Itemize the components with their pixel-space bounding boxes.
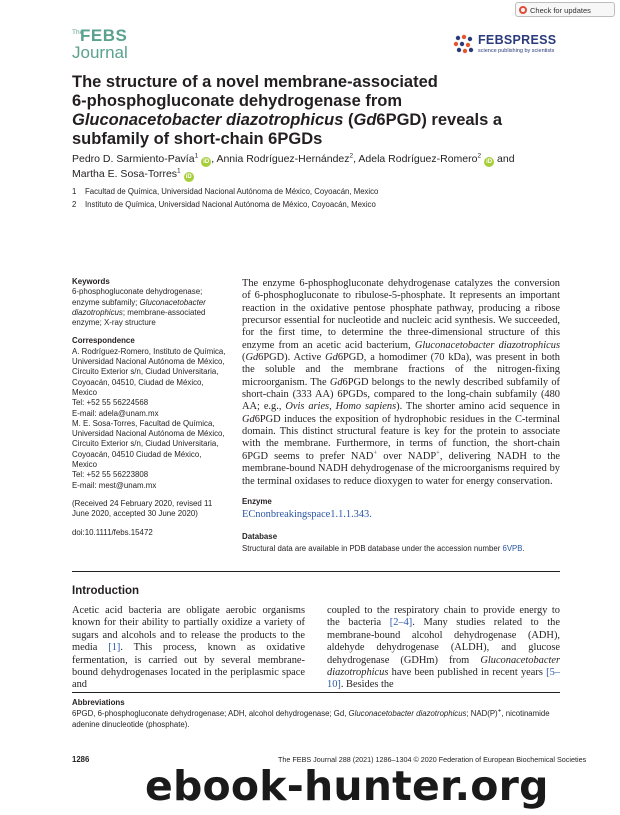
- intro-column-2: coupled to the respiratory chain to provide energy to the bacteria [2–4]. Many studies related to the membrane-bound alcohol dehydrogenase (ADH), aldehyde dehydrogenase (ALDH), and glucose dehydrogenase (GDHm) from Gluconacetobacter diazotrophicus have been published in recent years [5–10]. Besides the: [327, 605, 560, 691]
- keywords-text: 6-phosphogluconate dehydrogenase; enzyme subfamily; Gluconacetobacter diazotrophicus; membrane-associated enzyme; X-ray structure: [72, 287, 206, 328]
- orcid-icon[interactable]: iD: [185, 174, 192, 180]
- email-link[interactable]: E-mail: mest@unam.mx: [72, 480, 157, 490]
- title-line-2: 6-phosphogluconate dehydrogenase from: [72, 92, 403, 110]
- publisher-logo: [452, 33, 572, 63]
- orcid-icon[interactable]: iD: [486, 159, 493, 165]
- title-line-1: The structure of a novel membrane-associated: [72, 73, 438, 91]
- author-2[interactable]: , Annia Rodríguez-Hernández: [211, 153, 350, 165]
- received-dates: (Received 24 February 2020, revised 11 June 2020, accepted 30 June 2020): [72, 498, 213, 519]
- author-1[interactable]: Pedro D. Sarmiento-Pavía: [72, 153, 195, 165]
- crossmark-icon: [519, 6, 527, 14]
- author-4[interactable]: Martha E. Sosa-Torres: [72, 168, 178, 180]
- doi[interactable]: doi:10.1111/febs.15472: [72, 527, 153, 537]
- email-link[interactable]: E-mail: adela@unam.mx: [72, 408, 159, 418]
- section-divider: [72, 571, 560, 572]
- logo-journal: Journal: [72, 43, 128, 62]
- orcid-icon[interactable]: iD: [203, 159, 210, 165]
- affiliation-1: 1 Facultad de Química, Universidad Nacional Autónoma de México, Coyoacán, Mexico: [72, 187, 379, 196]
- article-title: [72, 73, 542, 149]
- title-line-3: Gluconacetobacter diazotrophicus (Gd6PGD) reveals a: [72, 111, 503, 129]
- febs-dots-icon: [452, 33, 476, 57]
- publisher-name: FEBSPRESS: [478, 33, 557, 47]
- journal-logo: [72, 27, 144, 63]
- abbreviations-heading: Abbreviations: [72, 698, 125, 707]
- enzyme-ec-link[interactable]: ECnonbreakingspace1.1.1.343.: [242, 509, 372, 520]
- footer-citation: The FEBS Journal 288 (2021) 1286–1304 © 2020 Federation of European Biochemical Societies: [278, 755, 587, 764]
- author-list: Pedro D. Sarmiento-Pavía$^1$iD , Annia Rodríguez-Hernández$^2$, Adela Rodríguez-Romero$^2$iD and Martha E. Sosa-Torres$^1$iD: [72, 152, 515, 180]
- introduction-heading: Introduction: [72, 585, 140, 597]
- abbreviations-text: 6PGD, 6-phosphogluconate dehydrogenase; ADH, alcohol dehydrogenase; Gd, Gluconacetobacter diazotrophicus; NAD(P)+, nicotinamide adenine dinucleotide (phosphate).: [72, 707, 550, 729]
- logo-febs: FEBS: [80, 26, 128, 45]
- ref-link[interactable]: [2–4]: [389, 617, 413, 629]
- title-line-4: subfamily of short-chain 6PGDs: [72, 130, 323, 148]
- check-for-updates-label: Check for updates: [530, 6, 591, 15]
- affiliations: [72, 185, 378, 211]
- enzyme-heading: Enzyme: [242, 497, 272, 506]
- footnote-divider: [72, 692, 560, 693]
- article-sidebar: [72, 277, 230, 538]
- correspondence-heading: Correspondence: [72, 336, 135, 346]
- logo-the: The: [72, 29, 84, 36]
- ref-link[interactable]: [5–10]: [327, 667, 560, 691]
- affiliation-2: 2 Instituto de Química, Universidad Nacional Autónoma de México, Coyoacán, Mexico: [72, 200, 376, 209]
- database-text: Structural data are available in PDB database under the accession number 6VPB.: [242, 544, 525, 553]
- author-3[interactable]: , Adela Rodríguez-Romero: [353, 153, 478, 165]
- ref-link[interactable]: [1]: [108, 642, 121, 654]
- database-heading: Database: [242, 532, 278, 541]
- correspondence-block: Correspondence A. Rodríguez-Romero, Instituto de Química, Universidad Nacional Autónoma de México, Circuito Exterior s/n, Ciudad Universitaria, Coyoacán, 04510, Ciudad de México, Mexico Tel: +52 55 56224568 E-mail: adela@unam.mx M. E. Sosa-Torres, Facultad de Química, Universidad Nacional Autónoma de México, Circuito Exterior s/n, Ciudad Universitaria, Coyoacán, 04510 Ciudad de México, Mexico Tel: +52 55 56223808 E-mail: mest@unam.mx: [72, 336, 230, 490]
- intro-column-1: Acetic acid bacteria are obligate aerobic organisms known for their ability to partially oxidize a variety of sugars and alcohols and to release the products to the media [1]. This process, known as oxidative fermentation, is carried out by several membrane-bound dehydrogenases located in the periplasmic space and: [72, 605, 305, 691]
- watermark: ebook-hunter.org: [145, 762, 549, 810]
- page-number: 1286: [72, 755, 90, 764]
- check-for-updates-badge[interactable]: [515, 2, 615, 17]
- abstract: The enzyme 6-phosphogluconate dehydrogenase catalyzes the conversion of 6-phosphogluconate to ribulose-5-phosphate. It represents an important reaction in the oxidative pentose phosphate pathway, producing a ribose precursor essential for nucleotide and nucleic acid synthesis. We succeeded, for the first time, to determine the three-dimensional structure of this enzyme from an acetic acid bacterium, Gluconacetobacter diazotrophicus (Gd6PGD). Active Gd6PGD, a homodimer (70 kDa), was present in both the soluble and the membrane fractions of the nitrogen-fixing microorganism. The Gd6PGD belongs to the newly described subfamily of short-chain (333 AA) 6PGDs, compared to the long-chain subfamily (480 AA; e.g., Ovis aries, Homo sapiens). The shorter amino acid sequence in Gd6PGD induces the exposition of hydrophobic residues in the C-terminal domain. This distinct structural feature is key for the protein to associate with the membrane. Furthermore, in terms of function, the short-chain 6PGD seems to prefer NAD+ over NADP+, delivering NADH to the membrane-bound NADH dehydrogenase of the microorganisms required by the terminal oxidases to reduce dioxygen to water for energy conservation.: [242, 278, 560, 487]
- publisher-tagline: science publishing by scientists: [478, 48, 555, 54]
- keywords-heading: Keywords: [72, 277, 110, 286]
- pdb-link[interactable]: 6VPB: [502, 544, 523, 553]
- keywords-block: [72, 277, 230, 328]
